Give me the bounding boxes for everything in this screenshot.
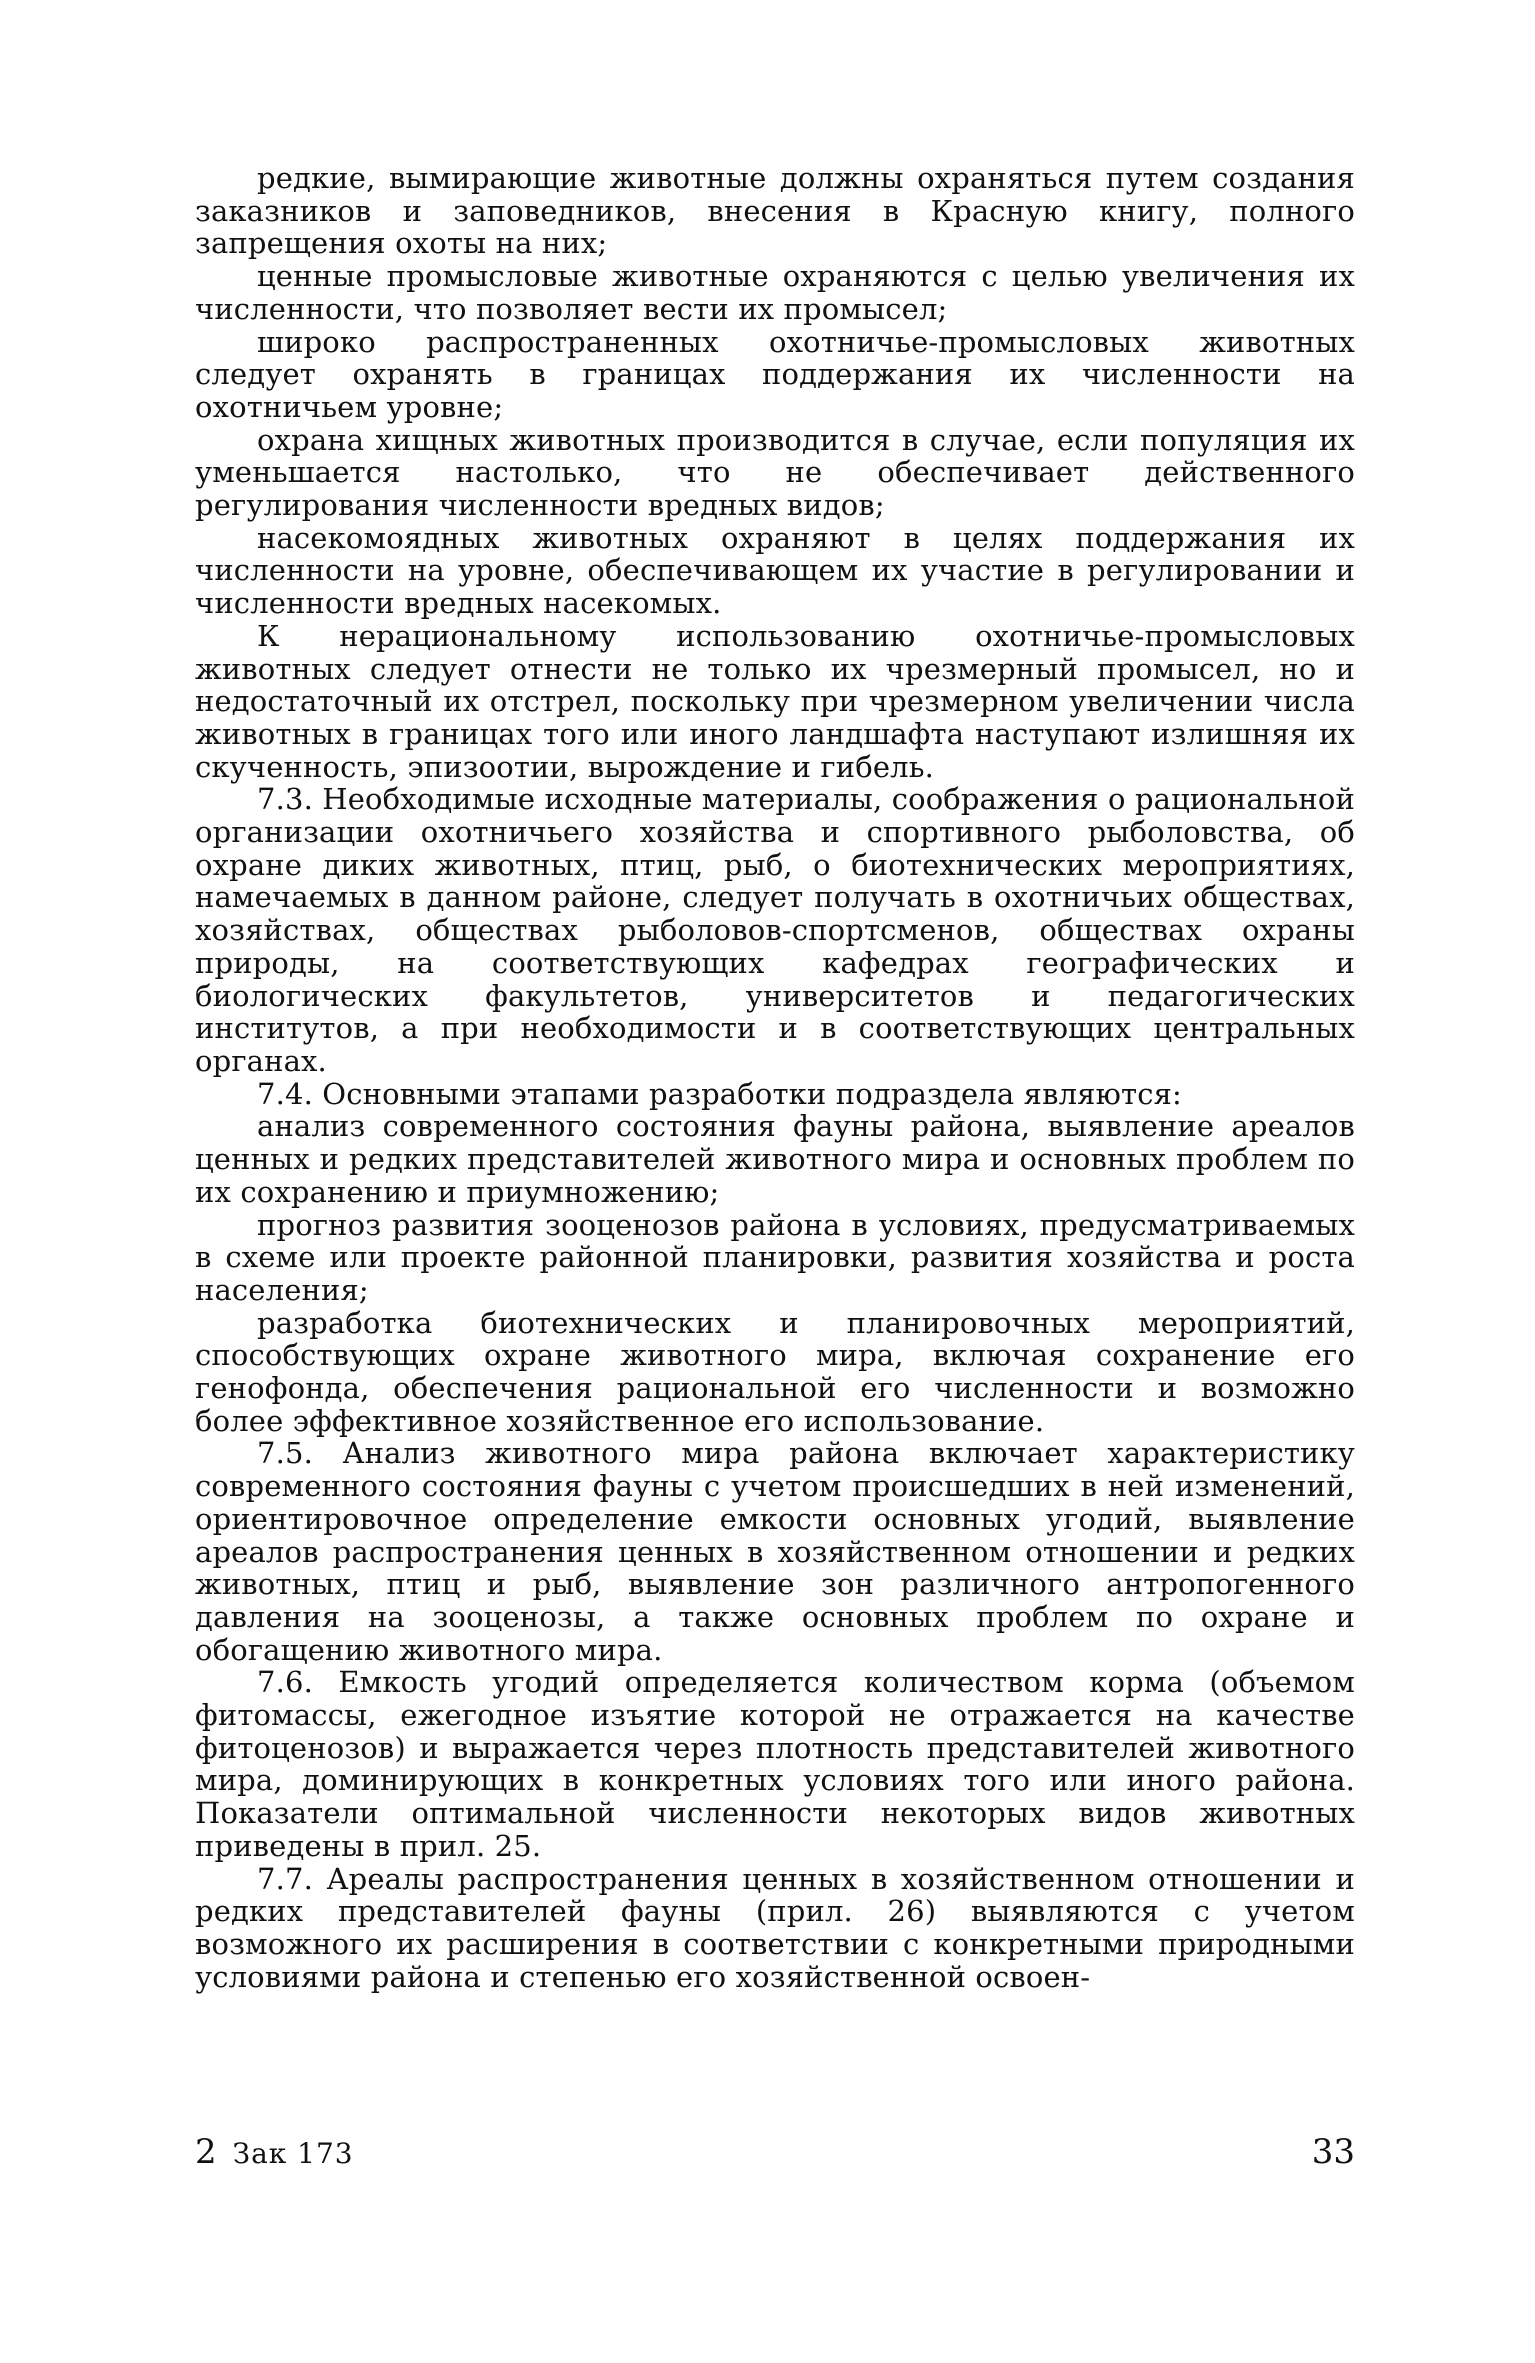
order-code: Зак 173 [232, 2137, 354, 2170]
signature-mark: 2 [195, 2132, 217, 2172]
paragraph-valuable-game: ценные промысловые животные охраняются с целью увеличения их численности, что позволяет вести их промысел; [195, 259, 1355, 326]
paragraph-predators: охрана хищных животных производится в случае, если популяция их уменьшается настолько, что не обеспечивает действенного регулирования численности вредных видов; [195, 422, 1355, 523]
paragraph-7-4: 7.4. Основными этапами разработки подраздела являются: [257, 1076, 1182, 1111]
page-number: 33 [1311, 2132, 1355, 2172]
paragraph-7-7: 7.7. Ареалы распространения ценных в хозяйственном отношении и редких представителей фауны (прил. 26) выявляются с учетом возможного их расширения в соответствии с конкретными природными условиями района и степенью его хозяйственной освоен- [195, 1861, 1355, 1994]
paragraph-rare-animals: редкие, вымирающие животные должны охраняться путем создания заказников и заповедников, внесения в Красную книгу, полного запрещения охоты на них; [195, 161, 1355, 261]
document-page [195, 162, 1355, 2342]
footer-left [195, 2132, 354, 2174]
paragraph-7-6: 7.6. Емкость угодий определяется количеством корма (объемом фитомассы, ежегодное изъятие которой не отражается на качестве фитоценозов) и выражается через плотность представителей животного мира, доминирующих в конкретных условиях того или иного района. Показатели оптимальной численности некоторых видов животных приведены в прил. 25. [195, 1665, 1355, 1863]
paragraph-stage-measures: разработка биотехнических и планировочных мероприятий, способствующих охране животного мира, включая сохранение его генофонда, обеспечения рациональной его численности и возможно более эффективное хозяйственное его использование. [195, 1305, 1355, 1438]
paragraph-insectivores: насекомоядных животных охраняют в целях поддержания их численности на уровне, обеспечивающем их участие в регулировании и численности вредных насекомых. [195, 520, 1355, 621]
body-text [195, 162, 1355, 1993]
paragraph-7-5: 7.5. Анализ животного мира района включает характеристику современного состояния фауны с учетом происшедших в ней изменений, ориентировочное определение емкости основных угодий, выявление ареалов распространения ценных в хозяйственном отношении и редких животных, птиц и рыб, выявление зон различного антропогенного давления на зооценозы, а также основных проблем по охране и обогащению животного мира. [195, 1436, 1355, 1667]
paragraph-stage-forecast: прогноз развития зооценозов района в условиях, предусматриваемых в схеме или проекте районной планировки, развития хозяйства и роста населения; [195, 1207, 1355, 1307]
paragraph-stage-analysis: анализ современного состояния фауны района, выявление ареалов ценных и редких представителей животного мира и основных проблем по их сохранению и приумножению; [195, 1109, 1355, 1209]
paragraph-widespread-game: широко распространенных охотничье-промысловых животных следует охранять в границах поддержания их численности на охотничьем уровне; [195, 324, 1355, 424]
paragraph-irrational-use: К нерациональному использованию охотничье-промысловых животных следует отнести не только их чрезмерный промысел, но и недостаточный их отстрел, поскольку при чрезмерном увеличении числа животных в границах того или иного ландшафта наступают излишняя их скученность, эпизоотии, вырождение и гибель. [195, 618, 1355, 784]
page-footer [195, 2132, 1355, 2172]
paragraph-7-3: 7.3. Необходимые исходные материалы, соображения о рациональной организации охотничьего хозяйства и спортивного рыболовства, об охране диких животных, птиц, рыб, о биотехнических мероприятиях, намечаемых в данном районе, следует получать в охотничьих обществах, хозяйствах, обществах рыболовов-спортсменов, обществах охраны природы, на соответствующих кафедрах географических и биологических факультетов, университетов и педагогических институтов, а при необходимости и в соответствующих центральных органах. [195, 782, 1355, 1078]
